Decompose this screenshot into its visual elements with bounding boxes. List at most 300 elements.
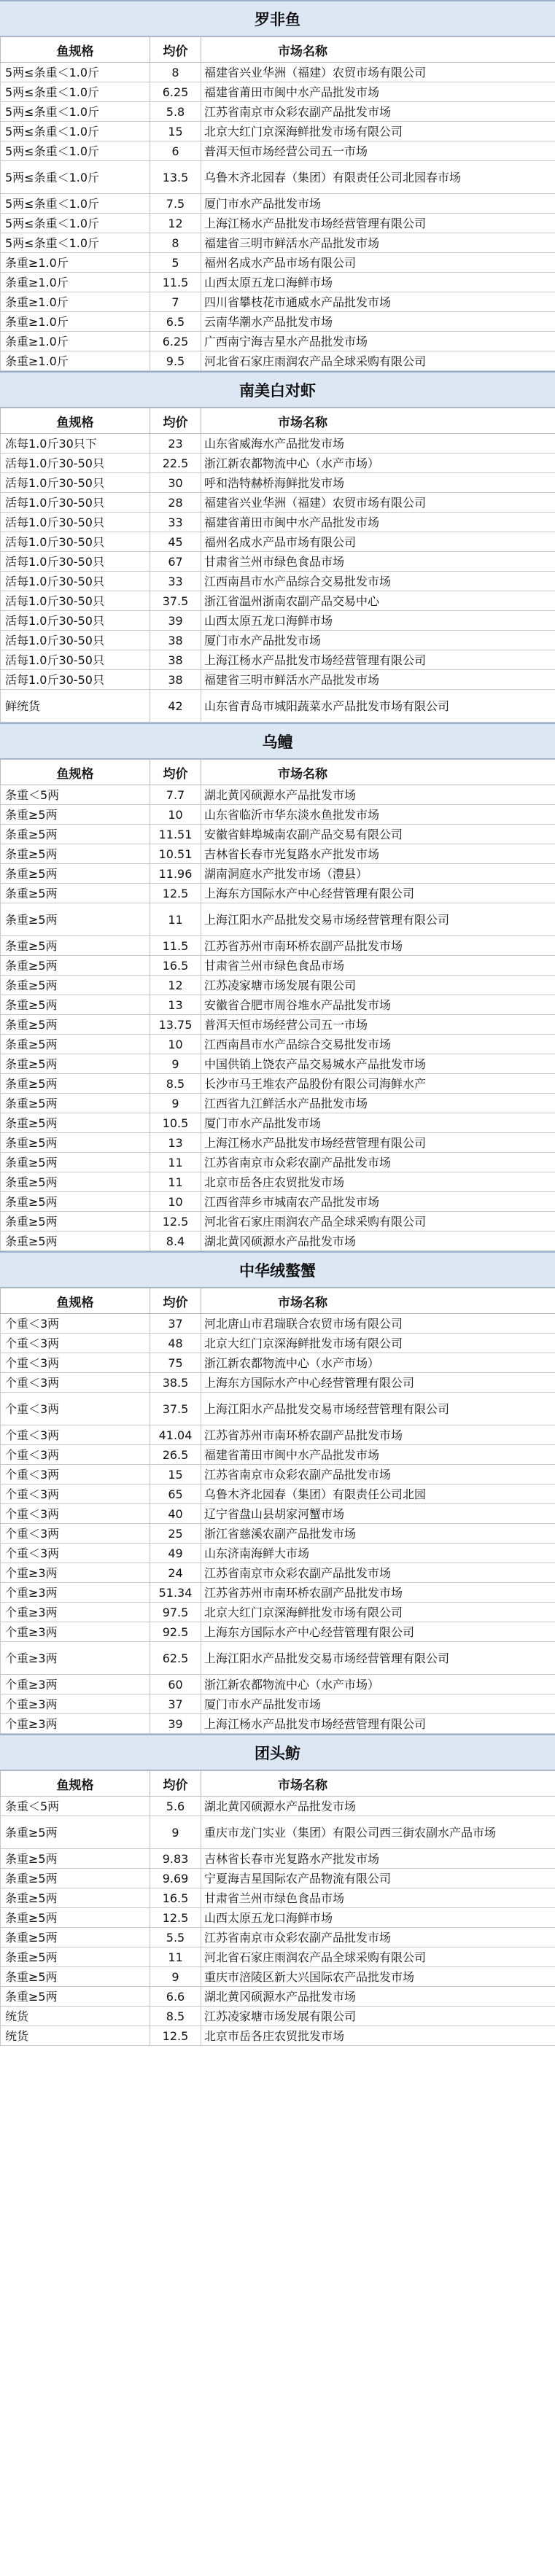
price-cell: 67 bbox=[150, 552, 201, 572]
price-cell: 11.5 bbox=[150, 273, 201, 292]
column-header-price: 均价 bbox=[150, 408, 201, 434]
market-cell: 上海东方国际水产中心经营管理有限公司 bbox=[201, 1622, 555, 1642]
price-cell: 51.34 bbox=[150, 1583, 201, 1603]
table-header-row bbox=[1, 37, 555, 63]
price-cell: 11 bbox=[150, 1947, 201, 1967]
market-cell: 山西太原五龙口海鲜市场 bbox=[201, 273, 555, 292]
table-row bbox=[1, 513, 555, 532]
spec-cell: 条重≥5两 bbox=[1, 1231, 150, 1251]
column-header-spec: 鱼规格 bbox=[1, 1288, 150, 1314]
price-cell: 9 bbox=[150, 1967, 201, 1987]
price-cell: 6.5 bbox=[150, 312, 201, 332]
market-cell: 福建省莆田市闽中水产品批发市场 bbox=[201, 513, 555, 532]
price-cell: 92.5 bbox=[150, 1622, 201, 1642]
price-cell: 39 bbox=[150, 1714, 201, 1734]
price-cell: 38 bbox=[150, 670, 201, 690]
table-row bbox=[1, 63, 555, 82]
spec-cell: 条重≥5两 bbox=[1, 1928, 150, 1947]
price-cell: 9 bbox=[150, 1816, 201, 1849]
market-cell: 云南华潮水产品批发市场 bbox=[201, 312, 555, 332]
spec-cell: 条重≥5两 bbox=[1, 1172, 150, 1192]
market-cell: 中国供销上饶农产品交易城水产品批发市场 bbox=[201, 1054, 555, 1074]
spec-cell: 条重≥5两 bbox=[1, 1908, 150, 1928]
table-row bbox=[1, 1231, 555, 1251]
price-cell: 11 bbox=[150, 1172, 201, 1192]
spec-cell: 个重＜3两 bbox=[1, 1445, 150, 1465]
market-cell: 浙江省温州浙南农副产品交易中心 bbox=[201, 591, 555, 611]
column-header-price: 均价 bbox=[150, 37, 201, 63]
market-cell: 四川省攀枝花市通威水产品批发市场 bbox=[201, 292, 555, 312]
spec-cell: 条重≥5两 bbox=[1, 1074, 150, 1094]
price-cell: 9 bbox=[150, 1054, 201, 1074]
price-cell: 30 bbox=[150, 473, 201, 493]
spec-cell: 活每1.0斤30-50只 bbox=[1, 552, 150, 572]
market-cell: 山东省临沂市华东淡水鱼批发市场 bbox=[201, 805, 555, 825]
table-row bbox=[1, 1928, 555, 1947]
price-cell: 38.5 bbox=[150, 1373, 201, 1393]
price-cell: 37 bbox=[150, 1314, 201, 1334]
table-row bbox=[1, 1113, 555, 1133]
column-header-price: 均价 bbox=[150, 760, 201, 785]
price-cell: 10 bbox=[150, 805, 201, 825]
spec-cell: 条重≥5两 bbox=[1, 844, 150, 864]
market-cell: 福州名成水产品市场有限公司 bbox=[201, 253, 555, 273]
spec-cell: 个重＜3两 bbox=[1, 1373, 150, 1393]
table-row bbox=[1, 1133, 555, 1153]
spec-cell: 条重≥1.0斤 bbox=[1, 273, 150, 292]
market-cell: 甘肃省兰州市绿色食品市场 bbox=[201, 956, 555, 976]
market-cell: 厦门市水产品批发市场 bbox=[201, 1113, 555, 1133]
table-row bbox=[1, 82, 555, 102]
price-cell: 10.51 bbox=[150, 844, 201, 864]
spec-cell: 条重≥5两 bbox=[1, 1869, 150, 1888]
market-cell: 浙江新农都物流中心（水产市场） bbox=[201, 454, 555, 473]
spec-cell: 条重≥5两 bbox=[1, 1212, 150, 1231]
table-row bbox=[1, 2026, 555, 2046]
table-row bbox=[1, 903, 555, 936]
column-header-spec: 鱼规格 bbox=[1, 37, 150, 63]
price-cell: 9.69 bbox=[150, 1869, 201, 1888]
price-cell: 15 bbox=[150, 122, 201, 141]
table-row bbox=[1, 825, 555, 844]
spec-cell: 个重≥3两 bbox=[1, 1694, 150, 1714]
price-cell: 39 bbox=[150, 611, 201, 631]
table-row bbox=[1, 1334, 555, 1353]
spec-cell: 个重≥3两 bbox=[1, 1714, 150, 1734]
market-cell: 吉林省长春市光复路水产批发市场 bbox=[201, 844, 555, 864]
price-cell: 7.5 bbox=[150, 194, 201, 214]
market-cell: 浙江新农都物流中心（水产市场） bbox=[201, 1353, 555, 1373]
spec-cell: 5两≤条重＜1.0斤 bbox=[1, 233, 150, 253]
market-cell: 福建省三明市鲜活水产品批发市场 bbox=[201, 233, 555, 253]
table-row bbox=[1, 572, 555, 591]
price-cell: 37.5 bbox=[150, 591, 201, 611]
table-row bbox=[1, 884, 555, 903]
market-cell: 福建省兴业华洲（福建）农贸市场有限公司 bbox=[201, 493, 555, 513]
table-row bbox=[1, 1373, 555, 1393]
price-cell: 10 bbox=[150, 1192, 201, 1212]
table-row bbox=[1, 1054, 555, 1074]
spec-cell: 5两≤条重＜1.0斤 bbox=[1, 122, 150, 141]
price-cell: 25 bbox=[150, 1524, 201, 1544]
market-cell: 河北唐山市君瑞联合农贸市场有限公司 bbox=[201, 1314, 555, 1334]
market-cell: 浙江新农都物流中心（水产市场） bbox=[201, 1675, 555, 1694]
price-cell: 9.83 bbox=[150, 1849, 201, 1869]
table-row bbox=[1, 493, 555, 513]
spec-cell: 条重≥5两 bbox=[1, 1192, 150, 1212]
market-cell: 山西太原五龙口海鲜市场 bbox=[201, 1908, 555, 1928]
price-cell: 48 bbox=[150, 1334, 201, 1353]
price-cell: 13.5 bbox=[150, 161, 201, 194]
spec-cell: 活每1.0斤30-50只 bbox=[1, 631, 150, 650]
market-cell: 上海江杨水产品批发市场经营管理有限公司 bbox=[201, 1133, 555, 1153]
price-cell: 5.6 bbox=[150, 1797, 201, 1816]
table-row bbox=[1, 1888, 555, 1908]
price-cell: 65 bbox=[150, 1484, 201, 1504]
table-row bbox=[1, 233, 555, 253]
spec-cell: 5两≤条重＜1.0斤 bbox=[1, 161, 150, 194]
table-row bbox=[1, 1563, 555, 1583]
price-cell: 16.5 bbox=[150, 956, 201, 976]
price-cell: 28 bbox=[150, 493, 201, 513]
spec-cell: 条重≥5两 bbox=[1, 1816, 150, 1849]
price-cell: 12 bbox=[150, 214, 201, 233]
section-title: 南美白对虾 bbox=[0, 371, 555, 408]
price-cell: 38 bbox=[150, 631, 201, 650]
spec-cell: 个重≥3两 bbox=[1, 1642, 150, 1675]
market-cell: 辽宁省盘山县胡家河蟹市场 bbox=[201, 1504, 555, 1524]
price-cell: 37.5 bbox=[150, 1393, 201, 1425]
price-cell: 13.75 bbox=[150, 1015, 201, 1035]
market-cell: 北京大红门京深海鲜批发市场有限公司 bbox=[201, 1603, 555, 1622]
market-cell: 甘肃省兰州市绿色食品市场 bbox=[201, 552, 555, 572]
spec-cell: 条重≥1.0斤 bbox=[1, 351, 150, 371]
spec-cell: 鲜统货 bbox=[1, 690, 150, 723]
table-row bbox=[1, 194, 555, 214]
market-cell: 上海江阳水产品批发交易市场经营管理有限公司 bbox=[201, 903, 555, 936]
spec-cell: 条重≥5两 bbox=[1, 936, 150, 956]
table-row bbox=[1, 434, 555, 454]
spec-cell: 5两≤条重＜1.0斤 bbox=[1, 194, 150, 214]
spec-cell: 条重≥5两 bbox=[1, 956, 150, 976]
spec-cell: 条重＜5两 bbox=[1, 1797, 150, 1816]
spec-cell: 条重≥5两 bbox=[1, 1947, 150, 1967]
market-cell: 上海江杨水产品批发市场经营管理有限公司 bbox=[201, 650, 555, 670]
price-cell: 9.5 bbox=[150, 351, 201, 371]
market-cell: 北京市岳各庄农贸批发市场 bbox=[201, 2026, 555, 2046]
table-row bbox=[1, 805, 555, 825]
price-cell: 13 bbox=[150, 1133, 201, 1153]
market-cell: 普洱天恒市场经营公司五一市场 bbox=[201, 141, 555, 161]
spec-cell: 活每1.0斤30-50只 bbox=[1, 513, 150, 532]
column-header-market: 市场名称 bbox=[201, 37, 555, 63]
table-row bbox=[1, 1622, 555, 1642]
table-header-row bbox=[1, 760, 555, 785]
spec-cell: 活每1.0斤30-50只 bbox=[1, 611, 150, 631]
price-cell: 33 bbox=[150, 572, 201, 591]
spec-cell: 条重≥5两 bbox=[1, 825, 150, 844]
price-cell: 24 bbox=[150, 1563, 201, 1583]
column-header-price: 均价 bbox=[150, 1288, 201, 1314]
market-cell: 江苏省苏州市南环桥农副产品批发市场 bbox=[201, 1583, 555, 1603]
spec-cell: 活每1.0斤30-50只 bbox=[1, 473, 150, 493]
price-cell: 23 bbox=[150, 434, 201, 454]
spec-cell: 个重＜3两 bbox=[1, 1504, 150, 1524]
table-row bbox=[1, 1816, 555, 1849]
spec-cell: 条重＜5两 bbox=[1, 785, 150, 805]
market-cell: 北京市岳各庄农贸批发市场 bbox=[201, 1172, 555, 1192]
market-cell: 长沙市马王堆农产品股份有限公司海鲜水产 bbox=[201, 1074, 555, 1094]
market-cell: 江西南昌市水产品综合交易批发市场 bbox=[201, 1035, 555, 1054]
column-header-spec: 鱼规格 bbox=[1, 760, 150, 785]
market-cell: 上海东方国际水产中心经营管理有限公司 bbox=[201, 1373, 555, 1393]
spec-cell: 个重≥3两 bbox=[1, 1622, 150, 1642]
table-row bbox=[1, 1675, 555, 1694]
table-row bbox=[1, 141, 555, 161]
market-cell: 宁夏海吉星国际农产品物流有限公司 bbox=[201, 1869, 555, 1888]
table-row bbox=[1, 1465, 555, 1484]
price-table bbox=[0, 759, 555, 1251]
spec-cell: 5两≤条重＜1.0斤 bbox=[1, 141, 150, 161]
table-row bbox=[1, 936, 555, 956]
market-cell: 湖北黄冈硕源水产品批发市场 bbox=[201, 1797, 555, 1816]
market-cell: 福建省三明市鲜活水产品批发市场 bbox=[201, 670, 555, 690]
table-row bbox=[1, 956, 555, 976]
spec-cell: 统货 bbox=[1, 2007, 150, 2026]
column-header-spec: 鱼规格 bbox=[1, 1771, 150, 1797]
price-cell: 11 bbox=[150, 903, 201, 936]
table-row bbox=[1, 995, 555, 1015]
price-cell: 75 bbox=[150, 1353, 201, 1373]
market-cell: 河北省石家庄雨润农产品全球采购有限公司 bbox=[201, 351, 555, 371]
spec-cell: 个重＜3两 bbox=[1, 1314, 150, 1334]
column-header-price: 均价 bbox=[150, 1771, 201, 1797]
spec-cell: 个重＜3两 bbox=[1, 1334, 150, 1353]
market-cell: 上海江杨水产品批发市场经营管理有限公司 bbox=[201, 1714, 555, 1734]
market-cell: 江苏凌家塘市场发展有限公司 bbox=[201, 976, 555, 995]
table-row bbox=[1, 1694, 555, 1714]
market-cell: 厦门市水产品批发市场 bbox=[201, 1694, 555, 1714]
market-cell: 吉林省长春市光复路水产批发市场 bbox=[201, 1849, 555, 1869]
market-cell: 安徽省合肥市周谷堆水产品批发市场 bbox=[201, 995, 555, 1015]
spec-cell: 个重＜3两 bbox=[1, 1393, 150, 1425]
spec-cell: 个重＜3两 bbox=[1, 1465, 150, 1484]
table-row bbox=[1, 864, 555, 884]
table-row bbox=[1, 1015, 555, 1035]
market-cell: 呼和浩特赫桥海鲜批发市场 bbox=[201, 473, 555, 493]
market-cell: 江西南昌市水产品综合交易批发市场 bbox=[201, 572, 555, 591]
table-row bbox=[1, 1212, 555, 1231]
section-title: 罗非鱼 bbox=[0, 0, 555, 36]
price-cell: 8.5 bbox=[150, 1074, 201, 1094]
table-row bbox=[1, 670, 555, 690]
table-row bbox=[1, 253, 555, 273]
market-cell: 山东省威海水产品批发市场 bbox=[201, 434, 555, 454]
market-cell: 北京大红门京深海鲜批发市场有限公司 bbox=[201, 1334, 555, 1353]
market-cell: 福建省莆田市闽中水产品批发市场 bbox=[201, 1445, 555, 1465]
price-cell: 6.25 bbox=[150, 332, 201, 351]
spec-cell: 活每1.0斤30-50只 bbox=[1, 591, 150, 611]
market-cell: 福建省兴业华洲（福建）农贸市场有限公司 bbox=[201, 63, 555, 82]
price-cell: 38 bbox=[150, 650, 201, 670]
table-row bbox=[1, 1353, 555, 1373]
market-cell: 上海江阳水产品批发交易市场经营管理有限公司 bbox=[201, 1393, 555, 1425]
spec-cell: 活每1.0斤30-50只 bbox=[1, 650, 150, 670]
table-row bbox=[1, 1035, 555, 1054]
table-row bbox=[1, 1849, 555, 1869]
price-cell: 8 bbox=[150, 63, 201, 82]
price-cell: 13 bbox=[150, 995, 201, 1015]
section-title: 团头鲂 bbox=[0, 1734, 555, 1770]
price-cell: 22.5 bbox=[150, 454, 201, 473]
spec-cell: 条重≥5两 bbox=[1, 1987, 150, 2007]
table-header-row bbox=[1, 408, 555, 434]
spec-cell: 5两≤条重＜1.0斤 bbox=[1, 102, 150, 122]
price-cell: 16.5 bbox=[150, 1888, 201, 1908]
table-header-row bbox=[1, 1771, 555, 1797]
spec-cell: 5两≤条重＜1.0斤 bbox=[1, 214, 150, 233]
market-cell: 北京大红门京深海鲜批发市场有限公司 bbox=[201, 122, 555, 141]
price-cell: 12 bbox=[150, 976, 201, 995]
table-row bbox=[1, 1445, 555, 1465]
market-cell: 重庆市涪陵区新大兴国际农产品批发市场 bbox=[201, 1967, 555, 1987]
market-cell: 湖北黄冈硕源水产品批发市场 bbox=[201, 1231, 555, 1251]
price-cell: 5 bbox=[150, 253, 201, 273]
market-cell: 江西省九江鲜活水产品批发市场 bbox=[201, 1094, 555, 1113]
price-cell: 12.5 bbox=[150, 884, 201, 903]
table-row bbox=[1, 1484, 555, 1504]
price-cell: 33 bbox=[150, 513, 201, 532]
price-cell: 10.5 bbox=[150, 1113, 201, 1133]
price-table bbox=[0, 408, 555, 723]
column-header-market: 市场名称 bbox=[201, 1771, 555, 1797]
spec-cell: 条重≥5两 bbox=[1, 1094, 150, 1113]
table-row bbox=[1, 1172, 555, 1192]
spec-cell: 活每1.0斤30-50只 bbox=[1, 454, 150, 473]
market-cell: 广西南宁海吉星水产品批发市场 bbox=[201, 332, 555, 351]
table-row bbox=[1, 1869, 555, 1888]
table-row bbox=[1, 611, 555, 631]
spec-cell: 条重≥5两 bbox=[1, 1153, 150, 1172]
table-row bbox=[1, 1967, 555, 1987]
market-cell: 江苏省南京市众彩农副产品批发市场 bbox=[201, 1563, 555, 1583]
table-row bbox=[1, 1094, 555, 1113]
table-row bbox=[1, 1797, 555, 1816]
column-header-market: 市场名称 bbox=[201, 408, 555, 434]
table-row bbox=[1, 552, 555, 572]
table-row bbox=[1, 122, 555, 141]
price-cell: 37 bbox=[150, 1694, 201, 1714]
spec-cell: 条重≥5两 bbox=[1, 903, 150, 936]
spec-cell: 条重≥5两 bbox=[1, 1849, 150, 1869]
spec-cell: 条重≥5两 bbox=[1, 1967, 150, 1987]
market-cell: 江苏省南京市众彩农副产品批发市场 bbox=[201, 102, 555, 122]
spec-cell: 活每1.0斤30-50只 bbox=[1, 532, 150, 552]
spec-cell: 条重≥5两 bbox=[1, 1015, 150, 1035]
table-row bbox=[1, 1314, 555, 1334]
table-row bbox=[1, 1153, 555, 1172]
column-header-market: 市场名称 bbox=[201, 1288, 555, 1314]
table-row bbox=[1, 1544, 555, 1563]
market-cell: 河北省石家庄雨润农产品全球采购有限公司 bbox=[201, 1212, 555, 1231]
price-cell: 12.5 bbox=[150, 1908, 201, 1928]
table-row bbox=[1, 591, 555, 611]
table-row bbox=[1, 1192, 555, 1212]
price-table bbox=[0, 1288, 555, 1734]
market-cell: 浙江省慈溪农副产品批发市场 bbox=[201, 1524, 555, 1544]
price-cell: 11.5 bbox=[150, 936, 201, 956]
market-cell: 上海东方国际水产中心经营管理有限公司 bbox=[201, 884, 555, 903]
market-cell: 乌鲁木齐北园春（集团）有限责任公司北园春市场 bbox=[201, 161, 555, 194]
table-row bbox=[1, 351, 555, 371]
spec-cell: 活每1.0斤30-50只 bbox=[1, 670, 150, 690]
price-cell: 40 bbox=[150, 1504, 201, 1524]
table-row bbox=[1, 1425, 555, 1445]
spec-cell: 个重≥3两 bbox=[1, 1583, 150, 1603]
price-cell: 12.5 bbox=[150, 2026, 201, 2046]
table-row bbox=[1, 1603, 555, 1622]
market-cell: 上海江杨水产品批发市场经营管理有限公司 bbox=[201, 214, 555, 233]
spec-cell: 个重＜3两 bbox=[1, 1353, 150, 1373]
spec-cell: 条重≥5两 bbox=[1, 884, 150, 903]
spec-cell: 条重≥5两 bbox=[1, 1035, 150, 1054]
table-row bbox=[1, 1524, 555, 1544]
table-row bbox=[1, 1393, 555, 1425]
price-cell: 10 bbox=[150, 1035, 201, 1054]
table-row bbox=[1, 2007, 555, 2026]
market-cell: 福建省莆田市闽中水产品批发市场 bbox=[201, 82, 555, 102]
table-row bbox=[1, 532, 555, 552]
market-cell: 厦门市水产品批发市场 bbox=[201, 631, 555, 650]
spec-cell: 条重≥1.0斤 bbox=[1, 292, 150, 312]
table-row bbox=[1, 161, 555, 194]
table-row bbox=[1, 332, 555, 351]
table-row bbox=[1, 1908, 555, 1928]
price-cell: 11.96 bbox=[150, 864, 201, 884]
table-row bbox=[1, 1642, 555, 1675]
market-cell: 厦门市水产品批发市场 bbox=[201, 194, 555, 214]
spec-cell: 个重≥3两 bbox=[1, 1675, 150, 1694]
table-row bbox=[1, 1074, 555, 1094]
market-cell: 山东省青岛市城阳蔬菜水产品批发市场有限公司 bbox=[201, 690, 555, 723]
price-cell: 26.5 bbox=[150, 1445, 201, 1465]
price-cell: 5.5 bbox=[150, 1928, 201, 1947]
price-cell: 9 bbox=[150, 1094, 201, 1113]
market-cell: 江苏凌家塘市场发展有限公司 bbox=[201, 2007, 555, 2026]
market-cell: 上海江阳水产品批发交易市场经营管理有限公司 bbox=[201, 1642, 555, 1675]
section-title: 乌鳢 bbox=[0, 723, 555, 759]
market-cell: 河北省石家庄雨润农产品全球采购有限公司 bbox=[201, 1947, 555, 1967]
spec-cell: 冻每1.0斤30只下 bbox=[1, 434, 150, 454]
table-row bbox=[1, 844, 555, 864]
spec-cell: 5两≤条重＜1.0斤 bbox=[1, 63, 150, 82]
table-row bbox=[1, 785, 555, 805]
column-header-spec: 鱼规格 bbox=[1, 408, 150, 434]
market-cell: 安徽省蚌埠城南农副产品交易有限公司 bbox=[201, 825, 555, 844]
spec-cell: 条重≥5两 bbox=[1, 805, 150, 825]
spec-cell: 条重≥1.0斤 bbox=[1, 312, 150, 332]
market-cell: 山东济南海鲜大市场 bbox=[201, 1544, 555, 1563]
price-cell: 8.5 bbox=[150, 2007, 201, 2026]
table-row bbox=[1, 273, 555, 292]
table-row bbox=[1, 312, 555, 332]
price-table bbox=[0, 1770, 555, 2046]
market-cell: 江苏省南京市众彩农副产品批发市场 bbox=[201, 1465, 555, 1484]
price-cell: 6.6 bbox=[150, 1987, 201, 2007]
price-cell: 5.8 bbox=[150, 102, 201, 122]
price-cell: 6.25 bbox=[150, 82, 201, 102]
spec-cell: 统货 bbox=[1, 2026, 150, 2046]
